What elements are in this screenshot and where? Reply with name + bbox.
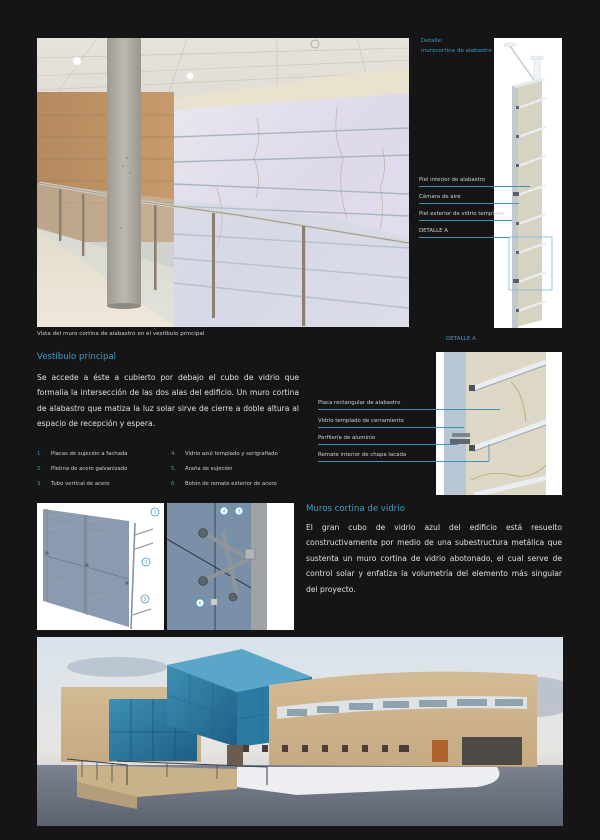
detail-label-detalle-a: DETALLE A (419, 228, 448, 234)
leader-line (419, 203, 519, 204)
leader-line (419, 220, 512, 221)
leader-line (318, 427, 464, 428)
detalle-a-label-tempered-glass: Vidrio templado de cerramiento (318, 418, 404, 424)
glass-wall-axonometric-drawing (37, 503, 164, 630)
legend-item: 2. Pletina de acero galvanizado (37, 466, 128, 472)
leader-line (318, 409, 500, 410)
legend-item: 1. Placas de sujeción a fachada (37, 451, 128, 457)
leader-line (318, 444, 458, 445)
legend-item: 6. Botón de remate exterior de acero (171, 481, 277, 487)
alabaster-wall-detail-drawing (494, 38, 562, 328)
vestibule-photo-caption: Vista del muro cortina de alabastro en el vestíbulo principal (37, 331, 205, 337)
spider-fitting-drawing (167, 503, 294, 630)
leader-line (318, 461, 489, 462)
vestibule-photo (37, 38, 409, 327)
detalle-a-title: DETALLE A (446, 336, 476, 342)
legend-item: 5. Araña de sujeción (171, 466, 233, 472)
detalle-a-label-alabaster-plate: Placa rectangular de alabastro (318, 400, 401, 406)
detail-label-alabaster-inner: Piel interior de alabastro (419, 177, 486, 183)
detalle-a-label-aluminium-profile: Perfilería de aluminio (318, 435, 376, 441)
callout-3: 3 (143, 597, 147, 603)
leader-line (419, 237, 509, 238)
muros-paragraph: El gran cubo de vidrio azul del edificio está resuelto constructivamente por medio de una subestructura metálica que sustenta un muro cortina de vidrio abotonado, el cual serve de control solar y enfatiza la volumetría del elemento más singular del proyecto. (306, 523, 562, 594)
detalle-a-drawing (436, 352, 562, 495)
leader-line (419, 186, 530, 187)
detalle-a-label-inner-trim: Remate interior de chapa lacada (318, 452, 407, 458)
vestibulo-heading: Vestíbulo principal (37, 352, 117, 362)
callout-2: 2 (144, 560, 148, 566)
callout-5: 5 (237, 509, 241, 515)
legend-item: 3. Tubo vertical de acero (37, 481, 110, 487)
callout-1: 1 (153, 510, 157, 516)
detail-label-air-chamber: Cámara de aire (419, 194, 461, 200)
detail-label-glass-outer: Piel exterior de vidrio templado (419, 211, 504, 217)
building-exterior-photo (37, 637, 563, 826)
muros-heading: Muros cortina de vidrio (306, 504, 405, 514)
detail-title-line2: murocortina de alabastro (421, 48, 492, 54)
vestibulo-paragraph: Se accede a éste a cubierto por debajo el cubo de vidrio que formalia la intersección de las dos alas del edificio. Un muro cortina de alabastro que matiza la luz solar sirve de cierre a doble altura al espacio de recepción y espera. (37, 373, 299, 429)
legend-item: 4. Vidrio azul templado y serigrafiado (171, 451, 278, 457)
detail-title-line1: Detalle: (421, 38, 443, 44)
callout-6: 6 (198, 601, 202, 607)
callout-4: 4 (222, 509, 226, 515)
